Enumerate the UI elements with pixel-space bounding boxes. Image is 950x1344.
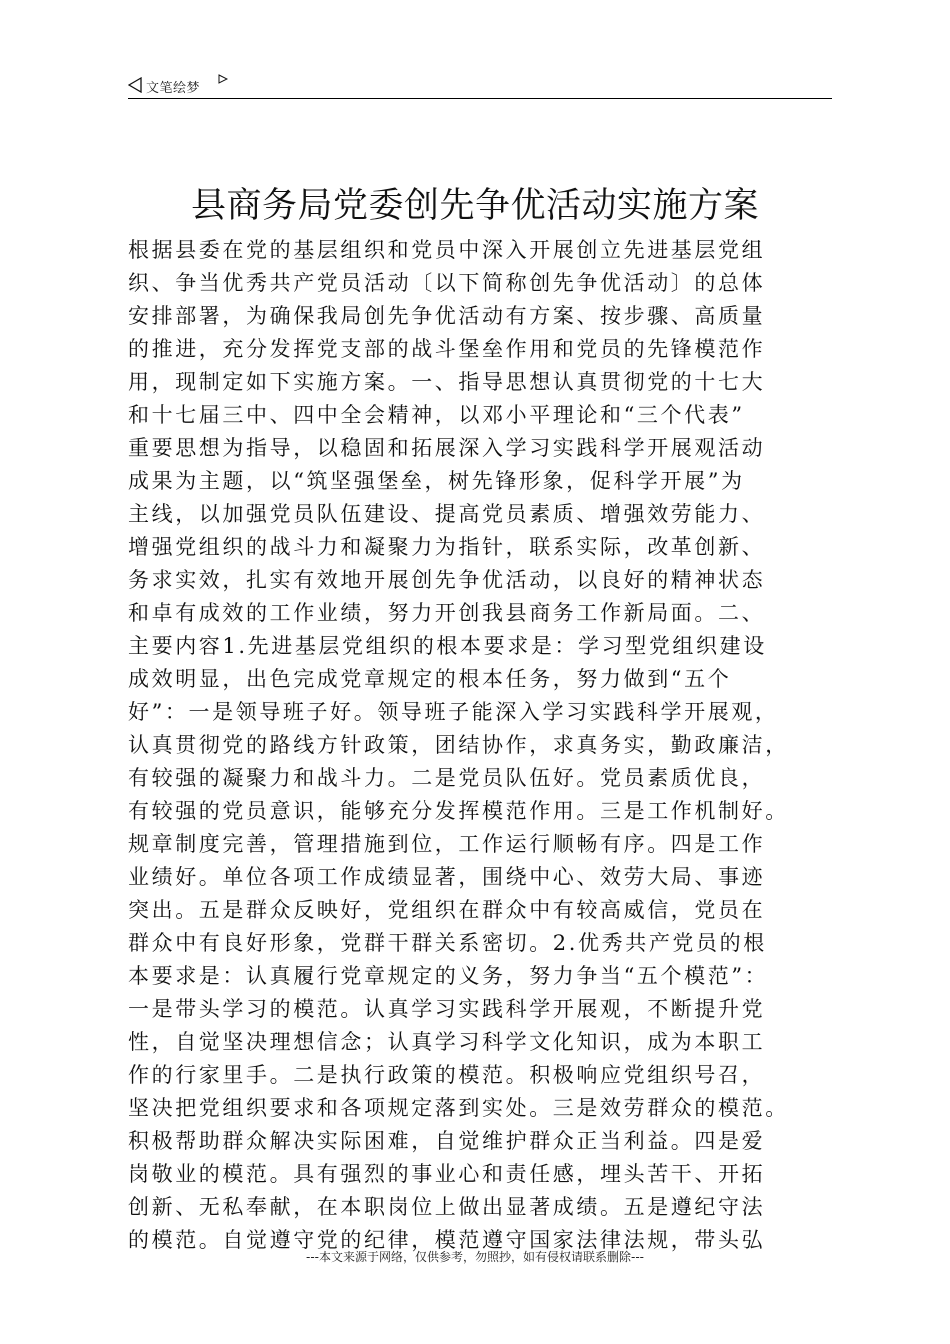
body-line: 成果为主题，以“筑坚强堡垒，树先锋形象，促科学开展”为 <box>128 469 745 493</box>
body-line: 主线，以加强党员队伍建设、提高党员素质、增强效劳能力、 <box>128 502 766 526</box>
body-line: 突出。五是群众反映好，党组织在群众中有较高威信，党员在 <box>128 898 766 922</box>
body-line: 规章制度完善，管理措施到位，工作运行顺畅有序。四是工作 <box>128 832 766 856</box>
body-line: 有较强的党员意识，能够充分发挥模范作用。三是工作机制好。 <box>128 799 789 823</box>
triangle-right-icon <box>218 74 228 84</box>
triangle-left-icon <box>128 77 142 93</box>
body-line: 一是带头学习的模范。认真学习实践科学开展观，不断提升党 <box>128 997 766 1021</box>
body-line: 认真贯彻党的路线方针政策，团结协作，求真务实，勤政廉洁， <box>128 733 789 757</box>
body-line: 务求实效，扎实有效地开展创先争优活动，以良好的精神状态 <box>128 568 766 592</box>
body-line: 坚决把党组织要求和各项规定落到实处。三是效劳群众的模范。 <box>128 1096 789 1120</box>
body-line: 创新、无私奉献，在本职岗位上做出显著成绩。五是遵纪守法 <box>128 1195 766 1219</box>
body-line: 的模范。自觉遵守党的纪律，模范遵守国家法律法规，带头弘 <box>128 1228 766 1252</box>
page-header <box>128 74 832 99</box>
body-line: 业绩好。单位各项工作成绩显著，围绕中心、效劳大局、事迹 <box>128 865 766 889</box>
document-body <box>128 234 836 1257</box>
body-line: 重要思想为指导，以稳固和拓展深入学习实践科学开展观活动 <box>128 436 766 460</box>
body-line: 根据县委在党的基层组织和党员中深入开展创立先进基层党组 <box>128 238 766 262</box>
body-line: 的推进，充分发挥党支部的战斗堡垒作用和党员的先锋模范作 <box>128 337 766 361</box>
body-line: 增强党组织的战斗力和凝聚力为指针，联系实际，改革创新、 <box>128 535 766 559</box>
footer-disclaimer: ---本文来源于网络，仅供参考，勿照抄，如有侵权请联系删除--- <box>306 1250 644 1264</box>
body-line: 用，现制定如下实施方案。一、指导思想认真贯彻党的十七大 <box>128 370 766 394</box>
body-line: 群众中有良好形象，党群干群关系密切。2.优秀共产党员的根 <box>128 931 767 955</box>
body-line: 岗敬业的模范。具有强烈的事业心和责任感，埋头苦干、开拓 <box>128 1162 766 1186</box>
body-line: 织、争当优秀共产党员活动〔以下简称创先争优活动〕的总体 <box>128 271 766 295</box>
body-line: 和卓有成效的工作业绩，努力开创我县商务工作新局面。二、 <box>128 601 766 625</box>
body-line: 安排部署，为确保我局创先争优活动有方案、按步骤、高质量 <box>128 304 766 328</box>
body-line: 主要内容1.先进基层党组织的根本要求是：学习型党组织建设 <box>128 634 767 658</box>
body-line: 和十七届三中、四中全会精神，以邓小平理论和“三个代表” <box>128 403 745 427</box>
body-line: 好”：一是领导班子好。领导班子能深入学习实践科学开展观， <box>128 700 779 724</box>
body-line: 性，自觉坚决理想信念；认真学习科学文化知识，成为本职工 <box>128 1030 766 1054</box>
document-title: 县商务局党委创先争优活动实施方案 <box>190 186 759 226</box>
body-line: 成效明显，出色完成党章规定的根本任务，努力做到“五个 <box>128 667 732 691</box>
body-line: 作的行家里手。二是执行政策的模范。积极响应党组织号召， <box>128 1063 766 1087</box>
body-line: 积极帮助群众解决实际困难，自觉维护群众正当利益。四是爱 <box>128 1129 766 1153</box>
header-brand: 文笔绘梦 <box>146 81 201 96</box>
body-line: 本要求是：认真履行党章规定的义务，努力争当“五个模范”： <box>128 964 769 988</box>
body-line: 有较强的凝聚力和战斗力。二是党员队伍好。党员素质优良， <box>128 766 766 790</box>
